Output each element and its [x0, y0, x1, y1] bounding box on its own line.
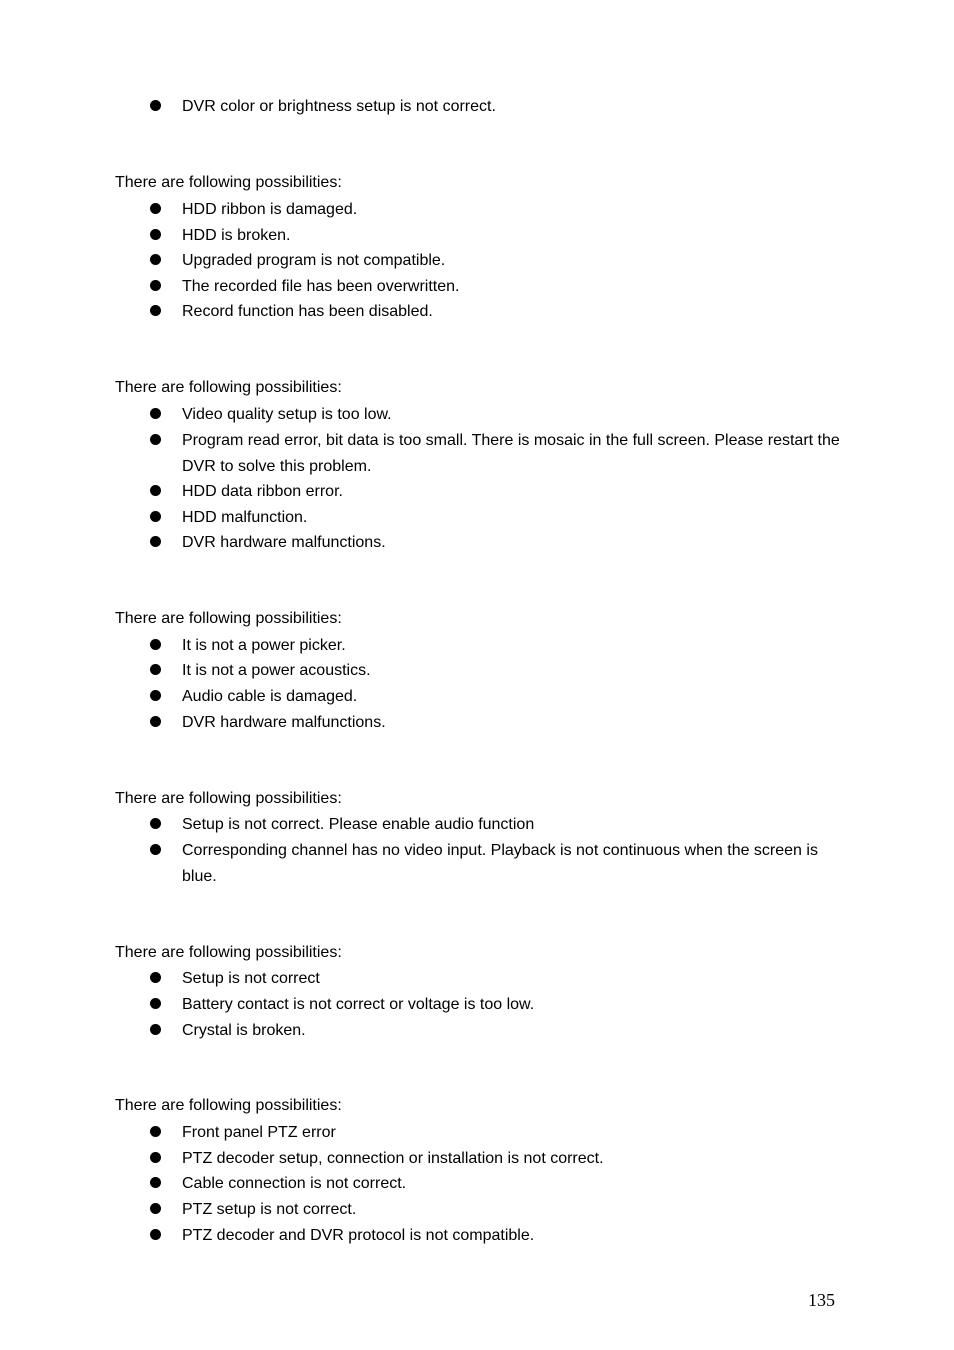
bullet-icon	[150, 690, 161, 701]
list-item: Program read error, bit data is too small. There is mosaic in the full screen. Please restart the DVR to solve this problem.	[182, 432, 840, 475]
list-item: DVR color or brightness setup is not correct.	[182, 98, 496, 115]
section-intro: There are following possibilities:	[115, 1097, 342, 1114]
bullet-icon	[150, 254, 161, 265]
list-item: Cable connection is not correct.	[182, 1175, 407, 1192]
bullet-icon	[150, 716, 161, 727]
bullet-icon	[150, 485, 161, 496]
list-item: PTZ setup is not correct.	[182, 1201, 357, 1218]
bullet-icon	[150, 100, 161, 111]
bullet-icon	[150, 998, 161, 1009]
section-intro: There are following possibilities:	[115, 944, 342, 961]
bullet-icon	[150, 1126, 161, 1137]
list-item: Crystal is broken.	[182, 1022, 306, 1039]
list-item: Video quality setup is too low.	[182, 406, 392, 423]
bullet-icon	[150, 1203, 161, 1214]
bullet-icon	[150, 1177, 161, 1188]
list-item: It is not a power picker.	[182, 637, 346, 654]
list-item: Record function has been disabled.	[182, 303, 433, 320]
list-item: The recorded file has been overwritten.	[182, 278, 460, 295]
list-item: Battery contact is not correct or voltage is too low.	[182, 996, 535, 1013]
list-item: HDD malfunction.	[182, 509, 308, 526]
bullet-icon	[150, 434, 161, 445]
bullet-icon	[150, 1229, 161, 1240]
bullet-icon	[150, 664, 161, 675]
list-item: Setup is not correct. Please enable audio function	[182, 816, 535, 833]
bullet-icon	[150, 1152, 161, 1163]
bullet-icon	[150, 639, 161, 650]
bullet-icon	[150, 818, 161, 829]
bullet-icon	[150, 305, 161, 316]
list-item: Corresponding channel has no video input. Playback is not continuous when the screen is blue.	[182, 842, 818, 885]
bullet-icon	[150, 972, 161, 983]
bullet-icon	[150, 511, 161, 522]
list-item: It is not a power acoustics.	[182, 662, 371, 679]
bullet-icon	[150, 280, 161, 291]
list-item: Setup is not correct	[182, 970, 320, 987]
bullet-icon	[150, 229, 161, 240]
list-item: PTZ decoder setup, connection or installation is not correct.	[182, 1150, 604, 1167]
bullet-icon	[150, 536, 161, 547]
list-item: HDD data ribbon error.	[182, 483, 343, 500]
list-item: HDD ribbon is damaged.	[182, 201, 358, 218]
bullet-icon	[150, 408, 161, 419]
section-intro: There are following possibilities:	[115, 379, 342, 396]
list-item: DVR hardware malfunctions.	[182, 714, 386, 731]
list-item: Front panel PTZ error	[182, 1124, 336, 1141]
list-item: DVR hardware malfunctions.	[182, 534, 386, 551]
page-number: 135	[808, 1290, 835, 1310]
list-item: Audio cable is damaged.	[182, 688, 358, 705]
list-item: HDD is broken.	[182, 227, 291, 244]
bullet-icon	[150, 203, 161, 214]
section-intro: There are following possibilities:	[115, 790, 342, 807]
list-item: PTZ decoder and DVR protocol is not compatible.	[182, 1227, 535, 1244]
bullet-icon	[150, 1024, 161, 1035]
bullet-icon	[150, 844, 161, 855]
section-intro: There are following possibilities:	[115, 174, 342, 191]
section-intro: There are following possibilities:	[115, 610, 342, 627]
list-item: Upgraded program is not compatible.	[182, 252, 446, 269]
